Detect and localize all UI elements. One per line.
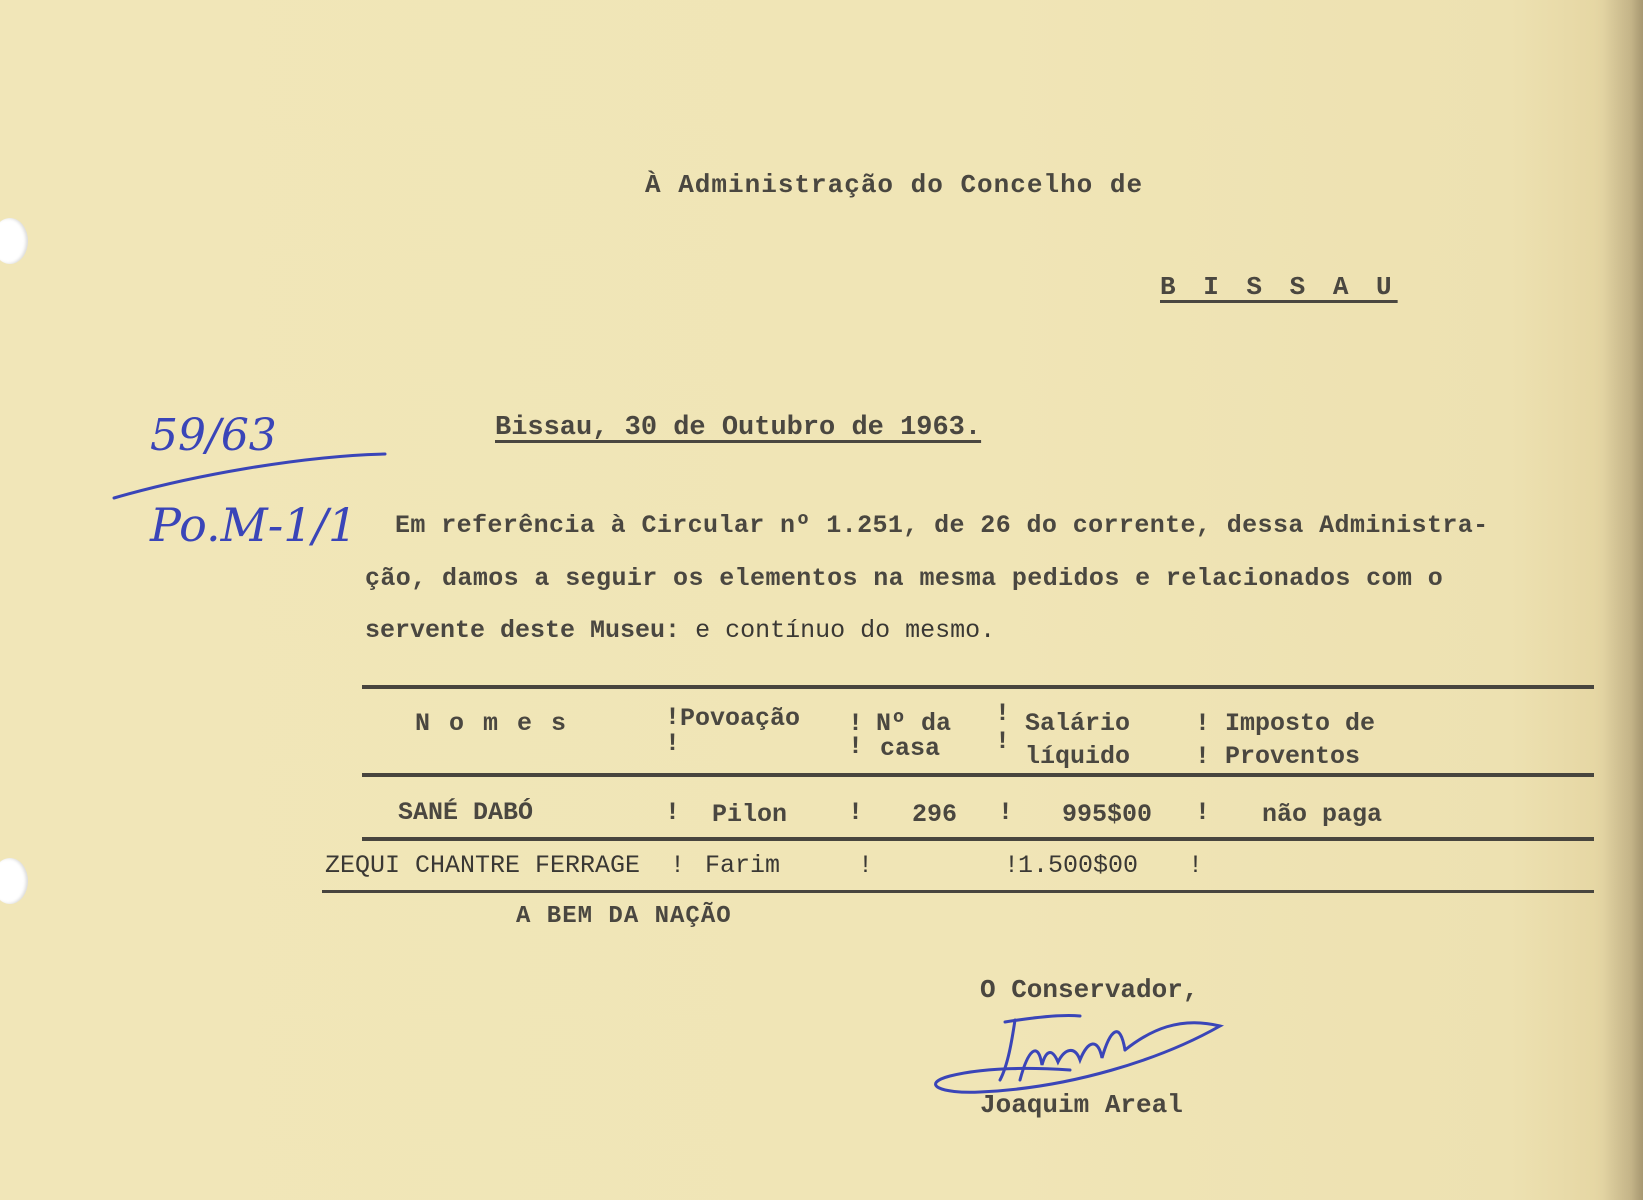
addressee-city: B I S S A U xyxy=(1160,272,1398,302)
header-salario-2: líquido xyxy=(1025,742,1131,771)
body-line-3-added: e contínuo do mesmo. xyxy=(695,616,996,645)
addressee-line: À Administração do Concelho de xyxy=(645,170,1144,200)
header-casa-1: Nº da xyxy=(876,709,952,738)
header-imposto-1: Imposto de xyxy=(1225,709,1376,738)
header-casa-2: casa xyxy=(880,734,941,763)
date-line: Bissau, 30 de Outubro de 1963. xyxy=(495,413,982,443)
annotation-divider-line xyxy=(100,440,400,510)
table-top-rule xyxy=(362,685,1594,689)
file-code-annotation: Po.M-1/1 xyxy=(150,498,358,552)
motto: A BEM DA NAÇÃO xyxy=(516,903,732,930)
table-row1-rule xyxy=(362,837,1594,841)
row2-sep-3: ! xyxy=(1004,851,1020,880)
row1-sep-1: ! xyxy=(665,798,681,827)
header-salario-1: Salário xyxy=(1025,709,1131,738)
reference-number-annotation: 59/63 xyxy=(150,410,277,461)
header-sep-1b: ! xyxy=(665,729,681,758)
row1-povoacao: Pilon xyxy=(712,800,788,829)
header-nomes: N o m e s xyxy=(415,709,569,738)
header-sep-3b: ! xyxy=(995,727,1011,756)
paper-edge-shadow xyxy=(1603,0,1643,1200)
signatory-name: Joaquim Areal xyxy=(980,1090,1183,1120)
header-povoacao: Povoação xyxy=(680,704,801,733)
row2-sep-4: ! xyxy=(1188,851,1204,880)
body-line-3 xyxy=(365,616,995,645)
row2-sep-2: ! xyxy=(858,851,874,880)
row1-sep-4: ! xyxy=(1195,798,1211,827)
header-sep-4b: ! xyxy=(1195,742,1211,771)
header-sep-2a: ! xyxy=(848,709,864,738)
row2-povoacao: Farim xyxy=(705,851,781,880)
row1-casa: 296 xyxy=(912,800,958,829)
table-row2-rule xyxy=(322,890,1594,893)
header-sep-3a: ! xyxy=(995,699,1011,728)
row2-sep-1: ! xyxy=(670,851,686,880)
row1-nome: SANÉ DABÓ xyxy=(398,798,534,827)
header-sep-4a: ! xyxy=(1195,709,1211,738)
body-line-2: ção, damos a seguir os elementos na mesma pedidos e relacionados com o xyxy=(365,564,1444,593)
table-header-rule xyxy=(362,773,1594,777)
row2-salario: 1.500$00 xyxy=(1018,851,1139,880)
row1-sep-3: ! xyxy=(998,798,1014,827)
row2-nome: ZEQUI CHANTRE FERRAGE xyxy=(325,851,641,880)
row1-imposto: não paga xyxy=(1262,800,1383,829)
header-sep-2b: ! xyxy=(848,732,864,761)
signatory-title: O Conservador, xyxy=(980,975,1199,1005)
body-line-1: Em referência à Circular nº 1.251, de 26 do corrente, dessa Administra- xyxy=(395,511,1489,540)
header-sep-1a: ! xyxy=(665,703,681,732)
row1-sep-2: ! xyxy=(848,798,864,827)
row1-salario: 995$00 xyxy=(1062,800,1153,829)
body-line-3-typed: servente deste Museu: xyxy=(365,616,681,645)
header-imposto-2: Proventos xyxy=(1225,742,1361,771)
